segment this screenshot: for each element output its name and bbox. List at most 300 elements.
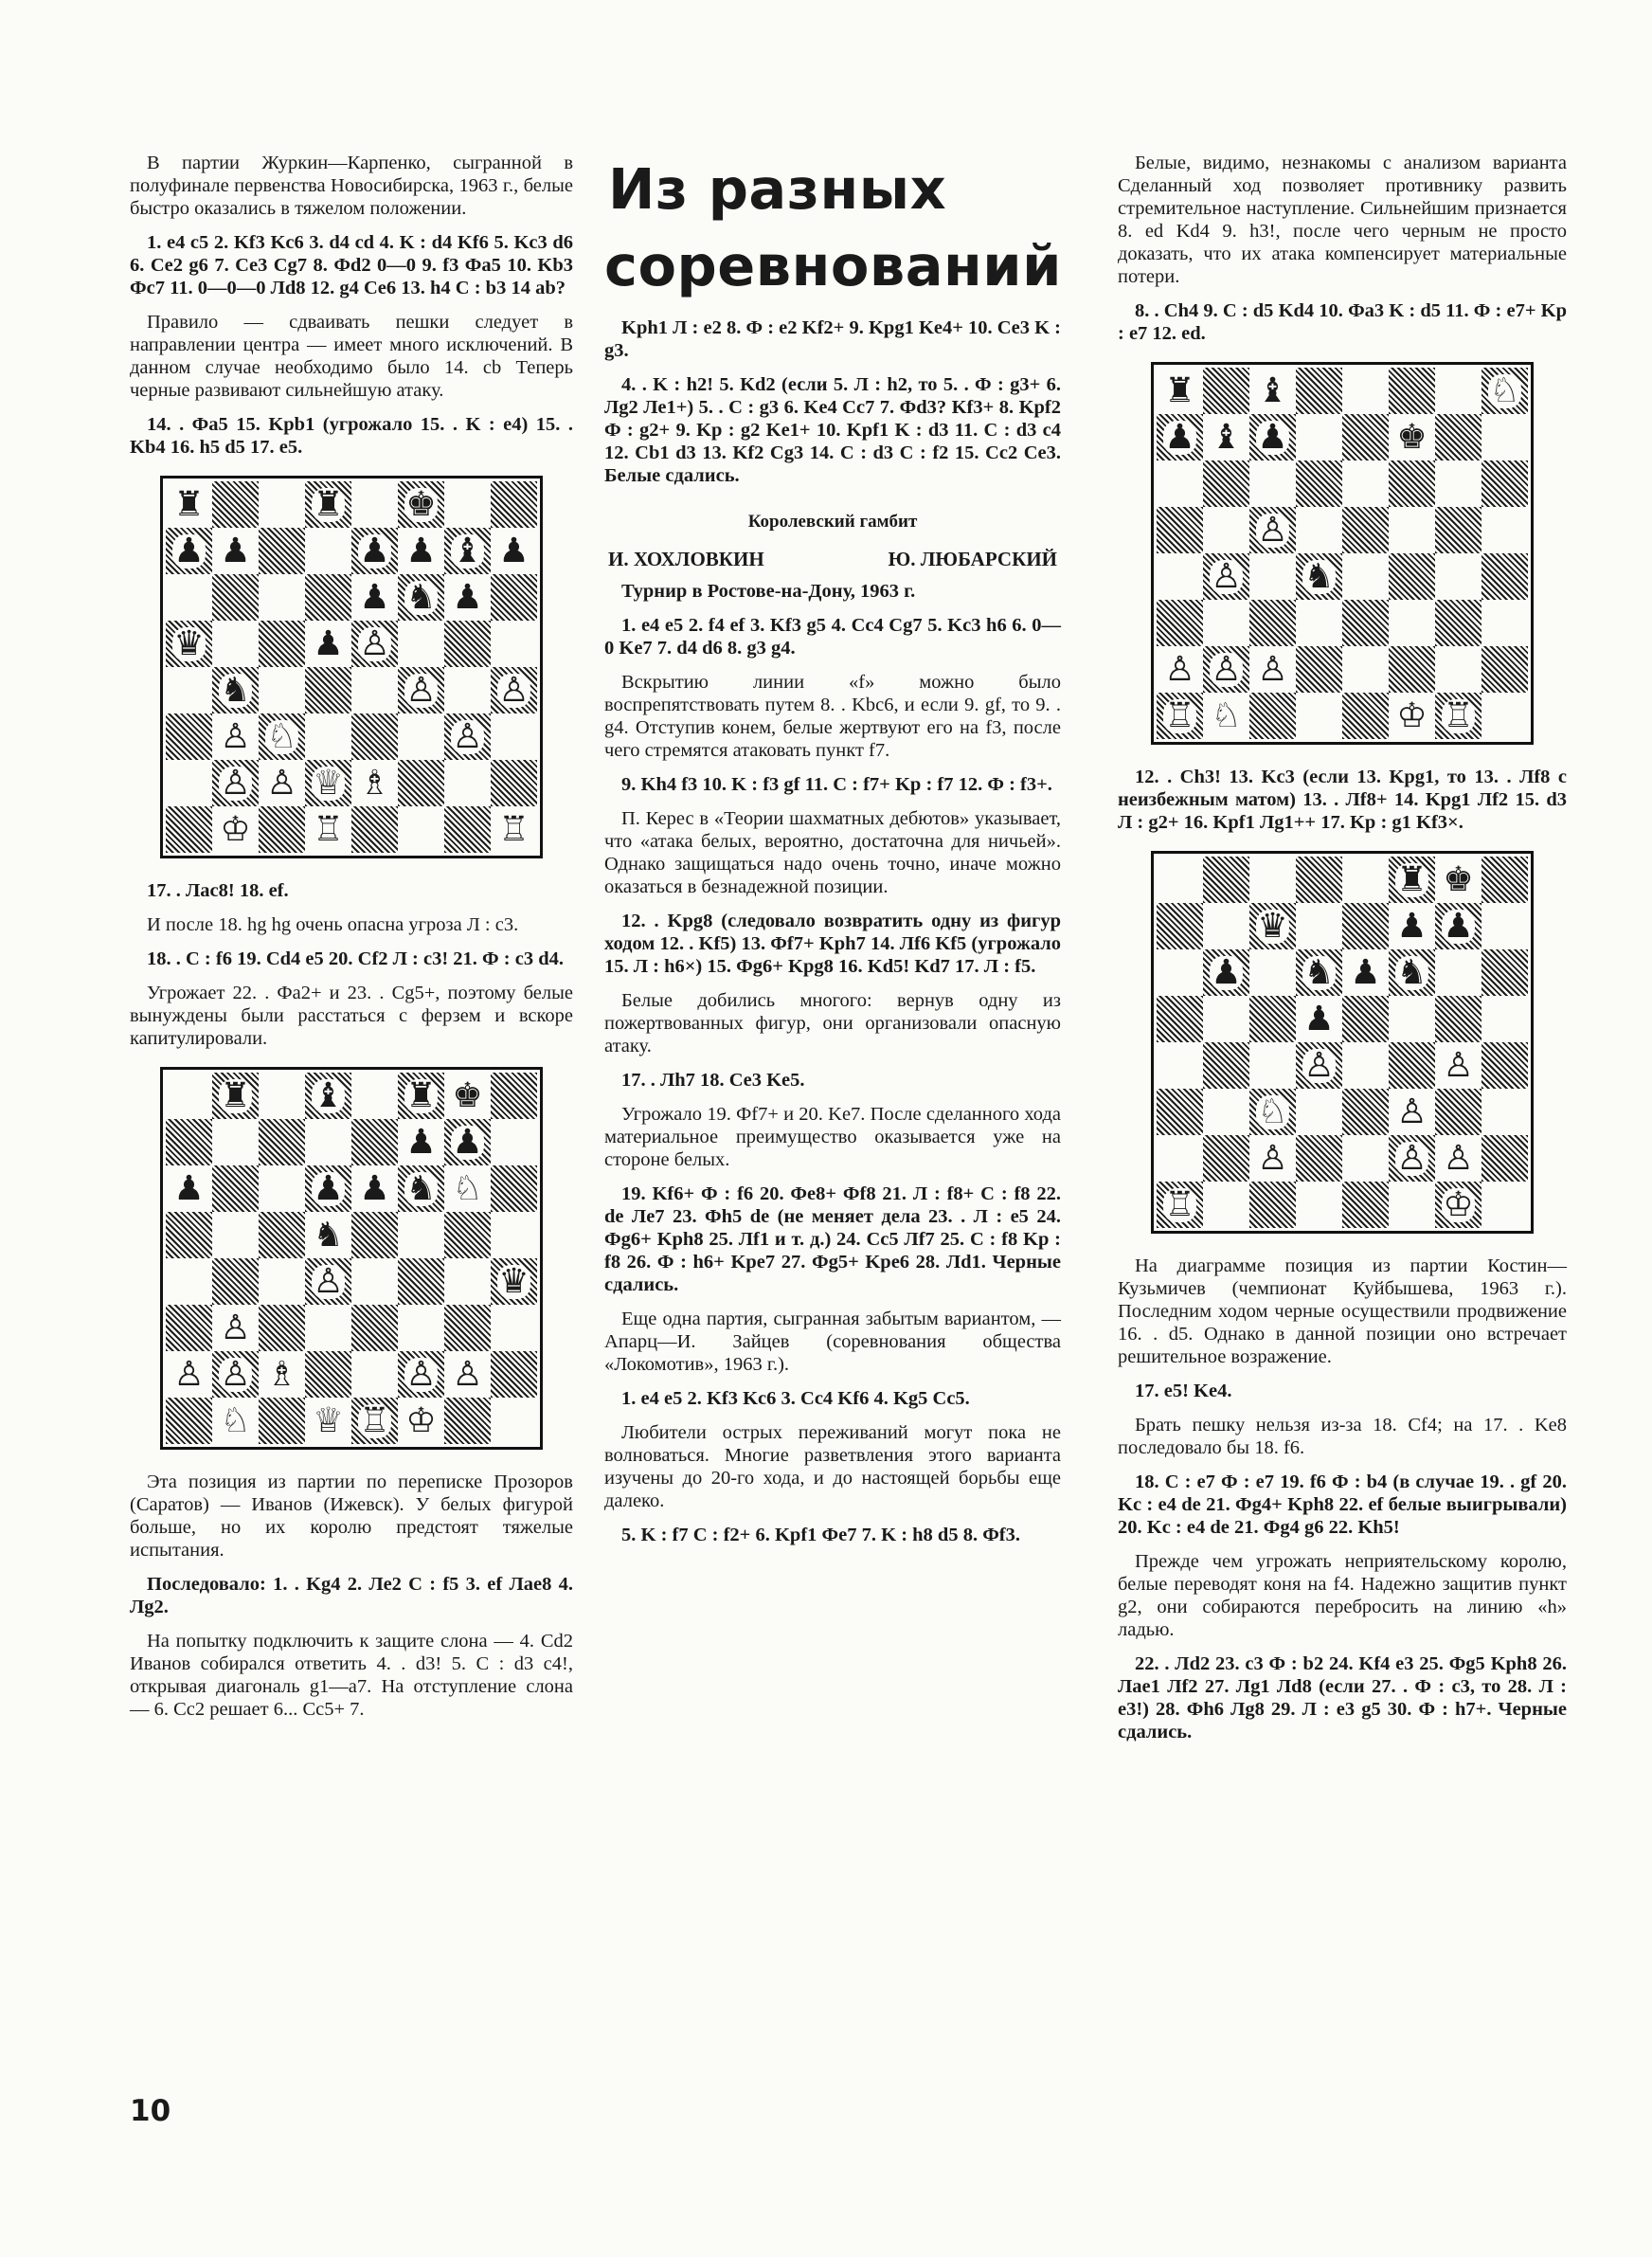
board-square: [1203, 1042, 1249, 1089]
board-square: [1157, 996, 1203, 1042]
board-square: [259, 528, 305, 574]
board-square: [305, 574, 351, 621]
board-square: [1481, 1089, 1528, 1135]
board-square: [259, 1258, 305, 1305]
board-square: [1203, 1182, 1249, 1228]
black-rook-icon: ♜: [173, 484, 205, 524]
black-knight-icon: ♞: [1303, 556, 1335, 596]
board-square: [1249, 1042, 1296, 1089]
column-right: [1118, 152, 1567, 1755]
moves-paragraph: 19. Kf6+ Ф : f6 20. Фe8+ Фf8 21. Л : f8+ C : f8 22. de Лe7 23. Фh5 de (не меняет дела 23. . Л : e5 24. Фg6+ Kph8 25. Лf1 и т. д.) 24. Cc5 Лf7 25. C : f8 Kp : f8 26. Ф : h6+ Kpe7 27. Фg5+ Kpe6 28. Лd1. Черные сдались.: [604, 1183, 1061, 1295]
board-square: [166, 806, 212, 853]
white-bishop-icon: ♗: [359, 763, 390, 803]
board-square: [398, 1073, 444, 1119]
white-pawn-icon: ♙: [220, 716, 251, 756]
board-square: [1342, 460, 1389, 507]
text-paragraph: Правило — сдваивать пешки следует в направлении центра — имеет много исключений. В данном случае необходимо было 14. cb Теперь черные развивают сильнейшую атаку.: [130, 312, 573, 401]
white-pawn-icon: ♙: [498, 670, 530, 710]
board-square: [212, 621, 259, 667]
board-square: [1481, 949, 1528, 996]
white-knight-icon: ♘: [1211, 695, 1242, 735]
chess-diagram: [1151, 851, 1534, 1234]
white-pawn-icon: ♙: [452, 1354, 483, 1394]
board-square: [1435, 414, 1481, 460]
board-square: [1157, 949, 1203, 996]
board-square: [1249, 553, 1296, 600]
board-square: [1481, 507, 1528, 553]
white-player: И. ХОХЛОВКИН: [608, 548, 764, 570]
board-square: [166, 1351, 212, 1398]
board-square: [259, 1305, 305, 1351]
board-square: [212, 1119, 259, 1165]
page-number: 10: [130, 2094, 171, 2128]
board-square: [259, 806, 305, 853]
board-square: [1203, 693, 1249, 739]
board-square: [259, 760, 305, 806]
white-rook-icon: ♖: [1443, 695, 1474, 735]
moves-paragraph: 17. e5! Ke4.: [1135, 1381, 1232, 1401]
board-square: [1435, 996, 1481, 1042]
board-square: [1342, 1135, 1389, 1182]
board-square: [166, 1119, 212, 1165]
board-square: [1389, 1042, 1435, 1089]
black-pawn-icon: ♟: [359, 531, 390, 570]
board-square: [1481, 414, 1528, 460]
black-player: Ю. ЛЮБАРСКИЙ: [888, 548, 1057, 570]
board-square: [1481, 368, 1528, 414]
black-pawn-icon: ♟: [173, 1168, 205, 1208]
board-square: [212, 1398, 259, 1444]
board-square: [305, 1258, 351, 1305]
board-square: [444, 1165, 491, 1212]
tournament-line: Турнир в Ростове-на-Дону, 1963 г.: [621, 581, 916, 602]
moves-paragraph: Последовало: 1. . Kg4 2. Ле2 C : f5 3. ef Лae8 4. Лg2.: [130, 1574, 573, 1617]
board-square: [1249, 1135, 1296, 1182]
black-rook-icon: ♜: [405, 1075, 437, 1115]
board-square: [398, 760, 444, 806]
board-square: [444, 528, 491, 574]
black-pawn-icon: ♟: [1303, 999, 1335, 1038]
board-square: [1249, 646, 1296, 693]
board-square: [1342, 553, 1389, 600]
white-pawn-icon: ♙: [359, 623, 390, 663]
board-square: [166, 1165, 212, 1212]
black-rook-icon: ♜: [1164, 370, 1195, 410]
board-square: [398, 1212, 444, 1258]
board-square: [491, 760, 537, 806]
board-square: [351, 574, 398, 621]
board-square: [1435, 600, 1481, 646]
white-pawn-icon: ♙: [1164, 649, 1195, 689]
text-paragraph: На попытку подключить к защите слона — 4. Cd2 Иванов собирался ответить 4. . d3! 5. C : d3 c4!, открывая диагональ g1—a7. На отступление слона — 6. Cc2 решает 6... Cc5+ 7.: [130, 1631, 573, 1720]
board-square: [491, 1258, 537, 1305]
moves-paragraph: 17. . Лac8! 18. ef.: [147, 880, 289, 901]
white-pawn-icon: ♙: [1211, 556, 1242, 596]
board-square: [1203, 553, 1249, 600]
black-queen-icon: ♛: [173, 623, 205, 663]
board-square: [1389, 1182, 1435, 1228]
board-square: [1157, 1042, 1203, 1089]
board-square: [1389, 414, 1435, 460]
text-paragraph: Эта позиция из партии по переписке Прозоров (Саратов) — Иванов (Ижевск). У белых фигурой больше, но их королю предстоят тяжелые испытания.: [130, 1472, 573, 1561]
board-square: [398, 1351, 444, 1398]
board-square: [212, 760, 259, 806]
black-pawn-icon: ♟: [359, 1168, 390, 1208]
board-square: [1203, 507, 1249, 553]
board-square: [1342, 646, 1389, 693]
board-square: [1435, 460, 1481, 507]
white-knight-icon: ♘: [1489, 370, 1520, 410]
white-queen-icon: ♕: [313, 763, 344, 803]
board-square: [1342, 1182, 1389, 1228]
article-title-line1: Из разных: [608, 156, 947, 222]
board-square: [1342, 600, 1389, 646]
board-square: [1296, 1135, 1342, 1182]
board-square: [1157, 1135, 1203, 1182]
board-square: [351, 481, 398, 528]
board-square: [398, 1119, 444, 1165]
board-square: [305, 713, 351, 760]
board-square: [212, 713, 259, 760]
board-square: [444, 713, 491, 760]
board-square: [212, 1258, 259, 1305]
board-square: [1435, 857, 1481, 903]
board-square: [398, 1165, 444, 1212]
column-left: [130, 152, 573, 1732]
board-square: [491, 481, 537, 528]
board-square: [491, 1073, 537, 1119]
black-pawn-icon: ♟: [313, 1168, 344, 1208]
white-pawn-icon: ♙: [220, 1354, 251, 1394]
board-square: [1203, 646, 1249, 693]
black-pawn-icon: ♟: [498, 531, 530, 570]
black-king-icon: ♚: [405, 484, 437, 524]
board-square: [351, 1073, 398, 1119]
chess-diagram: [1151, 362, 1534, 745]
board-square: [1296, 693, 1342, 739]
white-knight-icon: ♘: [1257, 1092, 1288, 1131]
board-square: [444, 1351, 491, 1398]
board-square: [1296, 553, 1342, 600]
board-square: [1389, 600, 1435, 646]
board-square: [1481, 1042, 1528, 1089]
white-pawn-icon: ♙: [1257, 510, 1288, 550]
board-square: [1249, 600, 1296, 646]
board-square: [305, 1212, 351, 1258]
board-square: [351, 1398, 398, 1444]
white-pawn-icon: ♙: [405, 670, 437, 710]
board-square: [1342, 414, 1389, 460]
board-square: [166, 481, 212, 528]
board-square: [351, 621, 398, 667]
column-middle: [604, 152, 1061, 1558]
board-square: [351, 1258, 398, 1305]
board-square: [212, 528, 259, 574]
moves-paragraph: 12. . Ch3! 13. Kc3 (если 13. Kpg1, то 13. . Лf8 с неизбежным матом) 13. . Лf8+ 14. Kpg1 Лf2 15. d3 Л : g2+ 16. Kpf1 Лg1++ 17. Kp : g1 Kf3×.: [1118, 767, 1567, 833]
black-pawn-icon: ♟: [1257, 417, 1288, 457]
white-pawn-icon: ♙: [1396, 1092, 1428, 1131]
board-square: [1481, 903, 1528, 949]
board-square: [398, 1305, 444, 1351]
black-king-icon: ♚: [452, 1075, 483, 1115]
black-rook-icon: ♜: [220, 1075, 251, 1115]
white-pawn-icon: ♙: [1443, 1045, 1474, 1085]
article-title-line2: соревнований: [604, 233, 1062, 298]
board-square: [491, 1212, 537, 1258]
moves-paragraph: 1. e4 e5 2. f4 ef 3. Kf3 g5 4. Cc4 Cg7 5. Kc3 h6 6. 0—0 Ke7 7. d4 d6 8. g3 g4.: [604, 615, 1061, 659]
board-square: [1203, 600, 1249, 646]
board-square: [166, 1305, 212, 1351]
white-pawn-icon: ♙: [1303, 1045, 1335, 1085]
moves-paragraph: 8. . Ch4 9. C : d5 Kd4 10. Фa3 K : d5 11. Ф : e7+ Kp : e7 12. ed.: [1118, 300, 1567, 344]
board-square: [1157, 460, 1203, 507]
board-square: [1249, 1182, 1296, 1228]
board-square: [351, 713, 398, 760]
board-square: [1296, 414, 1342, 460]
board-square: [1389, 553, 1435, 600]
text-paragraph: Белые, видимо, незнакомы с анализом варианта Сделанный ход позволяет противнику развить стремительное наступление. Сильнейшим признается 8. ed Kd4 9. h3!, после чего черным не просто доказать, что их атака компенсирует материальные потери.: [1118, 153, 1567, 287]
black-queen-icon: ♛: [498, 1261, 530, 1301]
white-pawn-icon: ♙: [1211, 649, 1242, 689]
moves-paragraph: 22. . Лd2 23. c3 Ф : b2 24. Kf4 e3 25. Фg5 Kph8 26. Лae1 Лf2 27. Лg1 Лd8 (если 27. . Ф : c3, то 28. Л : e3!) 28. Фh6 Лg8 29. Л : e3 g5 30. Ф : h7+. Черные сдались.: [1118, 1653, 1567, 1742]
chess-diagram: [160, 476, 543, 858]
board-square: [1203, 460, 1249, 507]
moves-paragraph: 4. . K : h2! 5. Kd2 (если 5. Л : h2, то 5. . Ф : g3+ 6. Лg2 Ле1+) 5. . C : g3 6. Ke4 Cc7 7. Фd3? Kf3+ 8. Kpf2 Ф : g2+ 9. Kp : g2 Ke1+ 10. Kpf1 K : d3 11. C : d3 c4 12. Cb1 d3 13. Kf2 Cg3 14. C : d3 C : f2 15. Cc2 Ce3. Белые сдались.: [604, 374, 1061, 486]
board-square: [1157, 414, 1203, 460]
board-square: [1435, 949, 1481, 996]
board-square: [491, 806, 537, 853]
text-paragraph: Угрожает 22. . Фa2+ и 23. . Cg5+, поэтому белые вынуждены были расстаться с ферзем и вскоре капитулировали.: [130, 983, 573, 1049]
board-square: [351, 1165, 398, 1212]
white-pawn-icon: ♙: [1257, 1138, 1288, 1178]
board-square: [1481, 646, 1528, 693]
board-square: [398, 528, 444, 574]
board-square: [1203, 1135, 1249, 1182]
white-knight-icon: ♘: [220, 1400, 251, 1440]
board-square: [1249, 368, 1296, 414]
white-king-icon: ♔: [1443, 1184, 1474, 1224]
black-pawn-icon: ♟: [1396, 906, 1428, 946]
board-square: [491, 1119, 537, 1165]
board-square: [1157, 646, 1203, 693]
board-square: [444, 1212, 491, 1258]
board-square: [1481, 460, 1528, 507]
text-paragraph: Любители острых переживаний могут пока не волноваться. Многие разветвления этого варианта изучены до 20-го хода, и до настоящей борьбы еще далеко.: [604, 1422, 1061, 1511]
board-square: [444, 574, 491, 621]
board-square: [1249, 693, 1296, 739]
moves-paragraph: 12. . Kpg8 (следовало возвратить одну из фигур ходом 12. . Kf5) 13. Фf7+ Kph7 14. Лf6 Kf5 (угрожало 15. Л : h6×) 15. Фg6+ Kpg8 16. Kd5! Kd7 17. Л : f5.: [604, 911, 1061, 977]
board-square: [1296, 903, 1342, 949]
board-square: [305, 667, 351, 713]
white-pawn-icon: ♙: [313, 1261, 344, 1301]
board-square: [1481, 996, 1528, 1042]
board-square: [1249, 903, 1296, 949]
board-square: [305, 1165, 351, 1212]
board-square: [1435, 646, 1481, 693]
black-pawn-icon: ♟: [405, 1122, 437, 1162]
board-square: [1203, 949, 1249, 996]
white-pawn-icon: ♙: [1257, 649, 1288, 689]
board-square: [259, 574, 305, 621]
white-pawn-icon: ♙: [220, 763, 251, 803]
board-square: [1157, 1182, 1203, 1228]
board-square: [491, 713, 537, 760]
black-rook-icon: ♜: [1396, 859, 1428, 899]
white-rook-icon: ♖: [1164, 695, 1195, 735]
players-line: [608, 548, 1057, 571]
board-square: [1157, 1089, 1203, 1135]
board-square: [305, 1305, 351, 1351]
board-square: [1296, 1182, 1342, 1228]
board-square: [1481, 857, 1528, 903]
board-square: [212, 667, 259, 713]
board-square: [1249, 507, 1296, 553]
white-knight-icon: ♘: [266, 716, 297, 756]
black-knight-icon: ♞: [1396, 952, 1428, 992]
text-paragraph: В партии Журкин—Карпенко, сыгранной в полуфинале первенства Новосибирска, 1963 г., белые быстро оказались в тяжелом положении.: [130, 153, 573, 219]
white-knight-icon: ♘: [452, 1168, 483, 1208]
white-pawn-icon: ♙: [266, 763, 297, 803]
black-bishop-icon: ♝: [1257, 370, 1288, 410]
board-square: [1389, 903, 1435, 949]
board-square: [1342, 1089, 1389, 1135]
black-pawn-icon: ♟: [220, 531, 251, 570]
board-square: [1249, 460, 1296, 507]
board-square: [259, 481, 305, 528]
board-square: [1435, 693, 1481, 739]
board-square: [259, 1073, 305, 1119]
board-square: [1157, 693, 1203, 739]
board-square: [1157, 507, 1203, 553]
board-square: [1249, 857, 1296, 903]
white-rook-icon: ♖: [1164, 1184, 1195, 1224]
white-pawn-icon: ♙: [405, 1354, 437, 1394]
board-square: [1389, 857, 1435, 903]
board-square: [305, 1119, 351, 1165]
board-square: [1157, 600, 1203, 646]
text-paragraph: Еще одна партия, сыгранная забытым вариантом, — Апарц—И. Зайцев (соревнования общества «Локомотив», 1963 г.).: [604, 1309, 1061, 1375]
board-square: [444, 760, 491, 806]
board-square: [1435, 1135, 1481, 1182]
board-square: [305, 621, 351, 667]
black-knight-icon: ♞: [405, 1168, 437, 1208]
board-square: [166, 528, 212, 574]
board-square: [491, 1398, 537, 1444]
board-square: [1296, 368, 1342, 414]
board-square: [1296, 1089, 1342, 1135]
text-paragraph: На диаграмме позиция из партии Костин—Кузьмичев (чемпионат Куйбышева, 1963 г.). Последним ходом черные осуществили продвижение 16. . d5. Однако в данной позиции оно встречает решительное возражение.: [1118, 1255, 1567, 1367]
black-pawn-icon: ♟: [1164, 417, 1195, 457]
board-square: [444, 621, 491, 667]
board-square: [1481, 600, 1528, 646]
board-square: [491, 1305, 537, 1351]
board-square: [166, 1073, 212, 1119]
moves-paragraph: 17. . Лh7 18. Ce3 Ke5.: [621, 1070, 805, 1091]
board-square: [351, 806, 398, 853]
board-square: [444, 1258, 491, 1305]
black-knight-icon: ♞: [220, 670, 251, 710]
board-square: [1296, 857, 1342, 903]
white-pawn-icon: ♙: [220, 1308, 251, 1347]
board-square: [351, 1212, 398, 1258]
board-square: [398, 621, 444, 667]
board-square: [212, 1212, 259, 1258]
board-square: [398, 1258, 444, 1305]
board-square: [305, 806, 351, 853]
board-square: [1203, 903, 1249, 949]
board-square: [398, 806, 444, 853]
black-bishop-icon: ♝: [1211, 417, 1242, 457]
board-square: [1203, 1089, 1249, 1135]
text-paragraph: Вскрытию линии «f» можно было воспрепятствовать путем 8. . Kbc6, и если 9. gf, то 9. . g4. Отступив конем, белые жертвуют его на f3, после чего стремятся атаковать пункт f7.: [604, 672, 1061, 761]
board-square: [1389, 507, 1435, 553]
board-square: [1249, 1089, 1296, 1135]
white-king-icon: ♔: [220, 809, 251, 849]
board-square: [1435, 903, 1481, 949]
board-square: [1296, 507, 1342, 553]
moves-paragraph: 5. K : f7 C : f2+ 6. Kpf1 Фe7 7. K : h8 d5 8. Фf3.: [621, 1525, 1021, 1545]
board-square: [1389, 996, 1435, 1042]
board-square: [444, 481, 491, 528]
board-square: [1296, 646, 1342, 693]
white-king-icon: ♔: [1396, 695, 1428, 735]
board-square: [1296, 996, 1342, 1042]
board-square: [1342, 368, 1389, 414]
board-square: [1435, 368, 1481, 414]
board-square: [166, 1258, 212, 1305]
black-pawn-icon: ♟: [313, 623, 344, 663]
board-square: [1249, 414, 1296, 460]
board-square: [259, 1165, 305, 1212]
board-square: [1389, 460, 1435, 507]
board-square: [212, 1073, 259, 1119]
black-pawn-icon: ♟: [1443, 906, 1474, 946]
board-square: [166, 667, 212, 713]
board-square: [1296, 600, 1342, 646]
board-square: [1342, 857, 1389, 903]
board-square: [305, 1073, 351, 1119]
text-paragraph: П. Керес в «Теории шахматных дебютов» указывает, что «атака белых, вероятно, достаточна для ничьей». Однако защищаться надо очень точно, иначе можно оказаться в безнадежной позиции.: [604, 808, 1061, 897]
black-queen-icon: ♛: [1257, 906, 1288, 946]
board-square: [166, 574, 212, 621]
black-pawn-icon: ♟: [405, 531, 437, 570]
board-square: [305, 528, 351, 574]
black-pawn-icon: ♟: [359, 577, 390, 617]
board-square: [1389, 1135, 1435, 1182]
board-square: [1342, 996, 1389, 1042]
white-rook-icon: ♖: [498, 809, 530, 849]
moves-paragraph: 14. . Фa5 15. Kpb1 (угрожало 15. . K : e4) 15. . Kb4 16. h5 d5 17. e5.: [130, 414, 573, 458]
board-square: [259, 1398, 305, 1444]
board-square: [305, 481, 351, 528]
board-square: [1249, 949, 1296, 996]
board-square: [212, 1351, 259, 1398]
board-square: [491, 528, 537, 574]
board-square: [444, 1398, 491, 1444]
board-square: [212, 481, 259, 528]
board-square: [1296, 1042, 1342, 1089]
board-square: [444, 1073, 491, 1119]
board-square: [351, 1351, 398, 1398]
board-square: [1203, 368, 1249, 414]
board-square: [1481, 1182, 1528, 1228]
board-square: [1435, 507, 1481, 553]
board-square: [166, 621, 212, 667]
board-square: [212, 574, 259, 621]
text-paragraph: Белые добились многого: вернув одну из пожертвованных фигур, они организовали опасную атаку.: [604, 990, 1061, 1056]
board-square: [398, 574, 444, 621]
board-square: [212, 1165, 259, 1212]
